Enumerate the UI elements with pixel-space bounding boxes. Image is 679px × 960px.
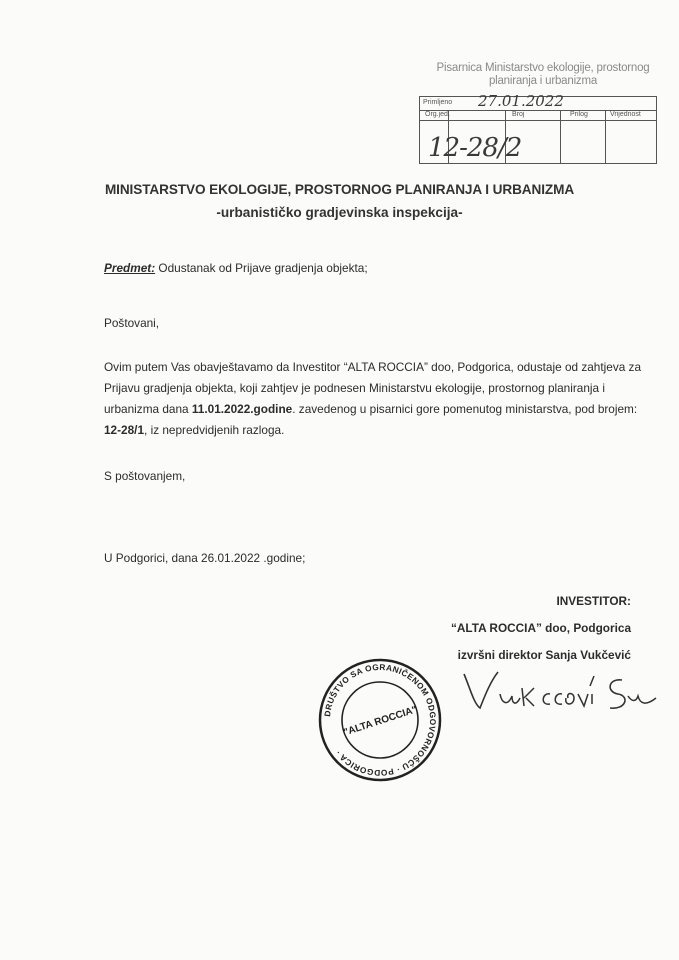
svg-text:"ALTA ROCCIA": "ALTA ROCCIA"	[342, 704, 419, 739]
svg-text:DRUŠTVO SA OGRANIČENOM ODGOVOR: DRUŠTVO SA OGRANIČENOM ODGOVORNOŠĆU · PODGORICA ·	[322, 661, 439, 779]
stamp-row-columns	[420, 110, 656, 121]
body-text: , iz nepredvidjenih razloga.	[144, 423, 285, 437]
inspection-subheading: -urbanističko gradjevinska inspekcija-	[216, 205, 463, 220]
col-org-label: Org.jed.	[425, 111, 450, 118]
body-line: Ovim putem Vas obavještavamo da Investitor “ALTA ROCCIA” doo, Podgorica, odustaje od zahtjeva za	[104, 360, 642, 374]
subject-text: Odustanak od Prijave gradjenja objekta;	[158, 261, 368, 275]
investor-label: INVESTITOR:	[556, 594, 631, 608]
registry-stamp-table	[419, 92, 657, 164]
company-seal	[318, 658, 442, 782]
registry-stamp-header: Pisarnica Ministarstvo ekologije, prostornog planiranja i urbanizma	[436, 62, 650, 87]
submission-number: 12-28/1	[104, 423, 145, 437]
stamp-divider	[560, 110, 561, 163]
director-name: izvršni direktor Sanja Vukčević	[457, 648, 631, 662]
body-paragraph	[104, 357, 644, 441]
closing: S poštovanjem,	[104, 469, 186, 483]
handwritten-signature	[460, 668, 660, 716]
stamp-row-received	[420, 92, 656, 111]
body-text: urbanizma dana	[104, 402, 192, 416]
received-label: Primljeno	[423, 99, 453, 106]
received-date: 27.01.2022	[478, 92, 564, 110]
place-date: U Podgorici, dana 26.01.2022 .godine;	[104, 551, 306, 565]
col-value-label: Vrijednost	[610, 111, 641, 118]
col-attachment-label: Prilog	[570, 111, 588, 118]
stamp-divider	[605, 110, 606, 163]
subject-label: Predmet:	[104, 261, 156, 275]
body-line	[104, 420, 644, 441]
company-name: “ALTA ROCCIA” doo, Podgorica	[451, 621, 631, 635]
ministry-heading: MINISTARSTVO EKOLOGIJE, PROSTORNOG PLANIRANJA I URBANIZMA	[104, 182, 575, 197]
col-number-label: Broj	[512, 111, 525, 118]
body-line	[104, 399, 644, 420]
body-text: . zavedenog u pisarnici gore pomenutog ministarstva, pod brojem:	[292, 402, 638, 416]
registry-number: 12-28/2	[428, 133, 522, 163]
subject-line	[104, 258, 368, 279]
body-line: Prijavu gradjenja objekta, koji zahtjev je podnesen Ministarstvu ekologije, prostornog planiranja i	[104, 381, 605, 395]
submission-date: 11.01.2022.godine	[191, 402, 293, 416]
greeting: Poštovani,	[104, 316, 160, 330]
